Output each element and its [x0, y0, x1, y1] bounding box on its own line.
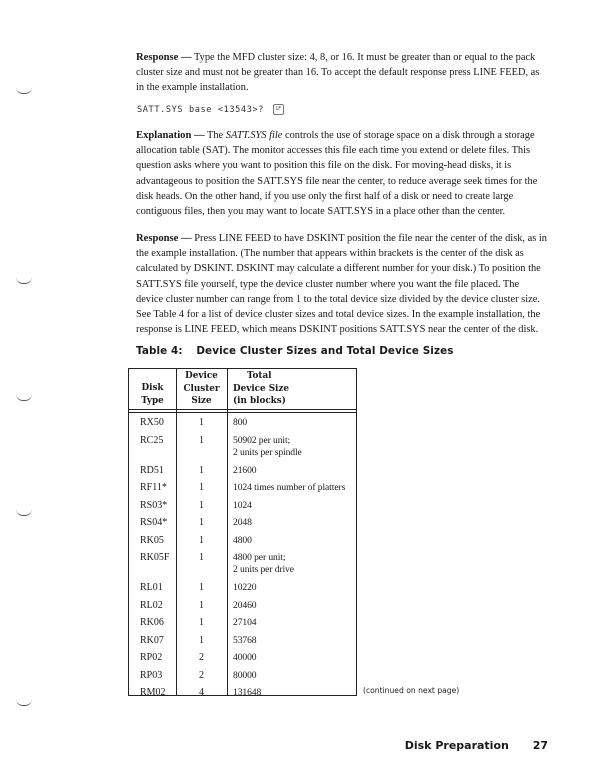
- response-text: Type the MFD cluster size: 4, 8, or 16. It must be greater than or equal to the pack cluster size and must not be greater than 16. To accept the default response press LINE FEED, as in the example installation.: [136, 52, 540, 94]
- explanation-paragraph: [136, 128, 548, 219]
- cell-total-size: [233, 435, 355, 459]
- cell-total-size-line: 53768: [233, 634, 257, 646]
- header-rule: [129, 412, 356, 413]
- binding-hole-mark: [16, 87, 32, 94]
- page-footer: [405, 739, 548, 752]
- cell-cluster-size: 1: [199, 599, 204, 611]
- cell-disk-type: RK05F: [140, 552, 170, 563]
- cell-cluster-size: 1: [199, 464, 204, 476]
- cell-total-size-line: 10220: [233, 582, 257, 593]
- cell-total-size-line: 50902 per unit;: [233, 434, 291, 446]
- cell-cluster-size: 1: [199, 517, 204, 528]
- command-prompt-line: [137, 104, 284, 115]
- cell-total-size: [233, 417, 355, 429]
- cell-total-size: [233, 687, 355, 699]
- header-total-device-size: [233, 370, 289, 408]
- response-text: Press LINE FEED to have DSKINT position the file near the center of the disk, as in the example installation. (The number that appears within brackets is the center of the disk as calculated by DSKINT. DSKINT may calculate a different number for your disk.) To position the SATT.SYS file yourself, type the device cluster number where you want the file placed. The device cluster number can range from 1 to the total device size divided by the device cluster size. See Table 4 for a list of device cluster sizes and total device sizes. In the example installation, the response is LINE FEED, which means DSKINT positions SATT.SYS near the center of the disk.: [136, 233, 547, 336]
- cell-cluster-size: 2: [199, 669, 204, 681]
- cell-cluster-size: 1: [199, 634, 204, 646]
- cell-total-size-line: 40000: [233, 652, 257, 663]
- binding-hole-mark: [16, 394, 32, 401]
- cell-disk-type: RM02: [140, 687, 166, 698]
- response-label: Response —: [136, 233, 192, 244]
- cell-disk-type: RC25: [140, 434, 164, 446]
- cell-total-size: [233, 500, 355, 512]
- cell-total-size-line: 80000: [233, 669, 257, 681]
- header-line: Type: [141, 395, 164, 406]
- response-paragraph-mfd: [136, 50, 548, 96]
- cell-disk-type: RP02: [140, 652, 163, 663]
- device-cluster-table: [128, 368, 357, 696]
- command-prompt-text: SATT.SYS base <13543>?: [137, 105, 265, 115]
- binding-hole-mark: [16, 509, 32, 516]
- cell-total-size-line: 131648: [233, 687, 262, 698]
- binding-hole-mark: [16, 277, 32, 284]
- explanation-label: Explanation —: [136, 130, 205, 141]
- cell-total-size: [233, 535, 355, 547]
- cell-total-size-line: 4800: [233, 534, 252, 546]
- cell-total-size: [233, 465, 355, 477]
- header-rule: [129, 409, 356, 410]
- cell-total-size-line: 2 units per drive: [233, 564, 294, 575]
- cell-disk-type: RL01: [140, 582, 163, 593]
- header-line: Cluster: [183, 383, 220, 394]
- explanation-term: SATT.SYS file: [225, 130, 283, 141]
- cell-disk-type: RS04*: [140, 517, 168, 528]
- cell-disk-type: RX50: [140, 417, 164, 428]
- cell-cluster-size: 2: [199, 652, 204, 663]
- cell-total-size-line: 1024: [233, 499, 252, 511]
- table-title: Device Cluster Sizes and Total Device Sizes: [196, 345, 454, 357]
- cell-cluster-size: 1: [199, 482, 204, 493]
- cell-total-size: [233, 482, 355, 494]
- cell-disk-type: RD51: [140, 464, 164, 476]
- cell-total-size: [233, 517, 355, 529]
- cell-disk-type: RP03: [140, 669, 163, 681]
- header-line: Disk: [141, 383, 164, 393]
- explanation-intro: The: [207, 130, 224, 141]
- cell-total-size: [233, 600, 355, 612]
- cell-total-size: [233, 582, 355, 594]
- cell-total-size: [233, 552, 355, 576]
- page-number: 27: [532, 739, 548, 752]
- header-line: Device: [185, 371, 218, 381]
- cell-total-size: [233, 652, 355, 664]
- cell-total-size-line: 27104: [233, 617, 257, 628]
- cell-total-size-line: 800: [233, 417, 248, 428]
- cell-disk-type: RS03*: [140, 499, 168, 511]
- cell-disk-type: RL02: [140, 599, 163, 611]
- cell-total-size-line: 2 units per spindle: [233, 446, 302, 458]
- header-line: Size: [191, 396, 212, 406]
- cell-disk-type: RF11*: [140, 482, 167, 493]
- cell-cluster-size: 1: [199, 582, 204, 593]
- cell-disk-type: RK05: [140, 534, 164, 546]
- binding-hole-mark: [16, 699, 32, 706]
- cell-disk-type: RK07: [140, 634, 164, 646]
- table-caption: [136, 345, 454, 357]
- cell-total-size: [233, 617, 355, 629]
- cell-total-size-line: 2048: [233, 517, 252, 528]
- header-device-cluster-size: [176, 370, 227, 408]
- continued-note: (continued on next page): [363, 686, 460, 695]
- cell-total-size-line: 21600: [233, 464, 257, 476]
- explanation-text: controls the use of storage space on a disk through a storage allocation table (SAT). The monitor accesses this file each time you extend or delete files. This question asks where you want to position this file on the disk. For moving-head disks, it is advantageous to position the SATT.SYS file near the center, to reduce average seek times for the disk heads. On the other hand, if you use only the first half of a disk or need to create large contiguous files, then you may want to locate SATT.SYS in a place other than the center.: [136, 130, 538, 218]
- cell-cluster-size: 1: [199, 534, 204, 546]
- header-disk-type: [129, 382, 176, 407]
- response-paragraph-satt: [136, 231, 548, 337]
- cell-cluster-size: 1: [199, 552, 204, 563]
- cell-total-size: [233, 635, 355, 647]
- response-label: Response —: [136, 52, 192, 63]
- cell-disk-type: RK06: [140, 617, 164, 628]
- column-divider: [227, 369, 228, 695]
- cell-total-size-line: 4800 per unit;: [233, 552, 286, 563]
- cell-cluster-size: 1: [199, 417, 204, 428]
- footer-section-title: Disk Preparation: [404, 739, 509, 752]
- cell-cluster-size: 1: [199, 434, 204, 446]
- line-feed-key-icon: LF: [273, 104, 284, 115]
- cell-cluster-size: 4: [199, 687, 204, 698]
- header-line: (in blocks): [233, 396, 286, 406]
- cell-total-size: [233, 670, 355, 682]
- cell-total-size-line: 1024 times number of platters: [233, 482, 346, 493]
- cell-cluster-size: 1: [199, 617, 204, 628]
- cell-cluster-size: 1: [199, 499, 204, 511]
- table-number: Table 4:: [136, 345, 183, 357]
- header-line: Device Size: [233, 383, 289, 394]
- header-line: Total: [247, 371, 272, 381]
- cell-total-size-line: 20460: [233, 599, 257, 611]
